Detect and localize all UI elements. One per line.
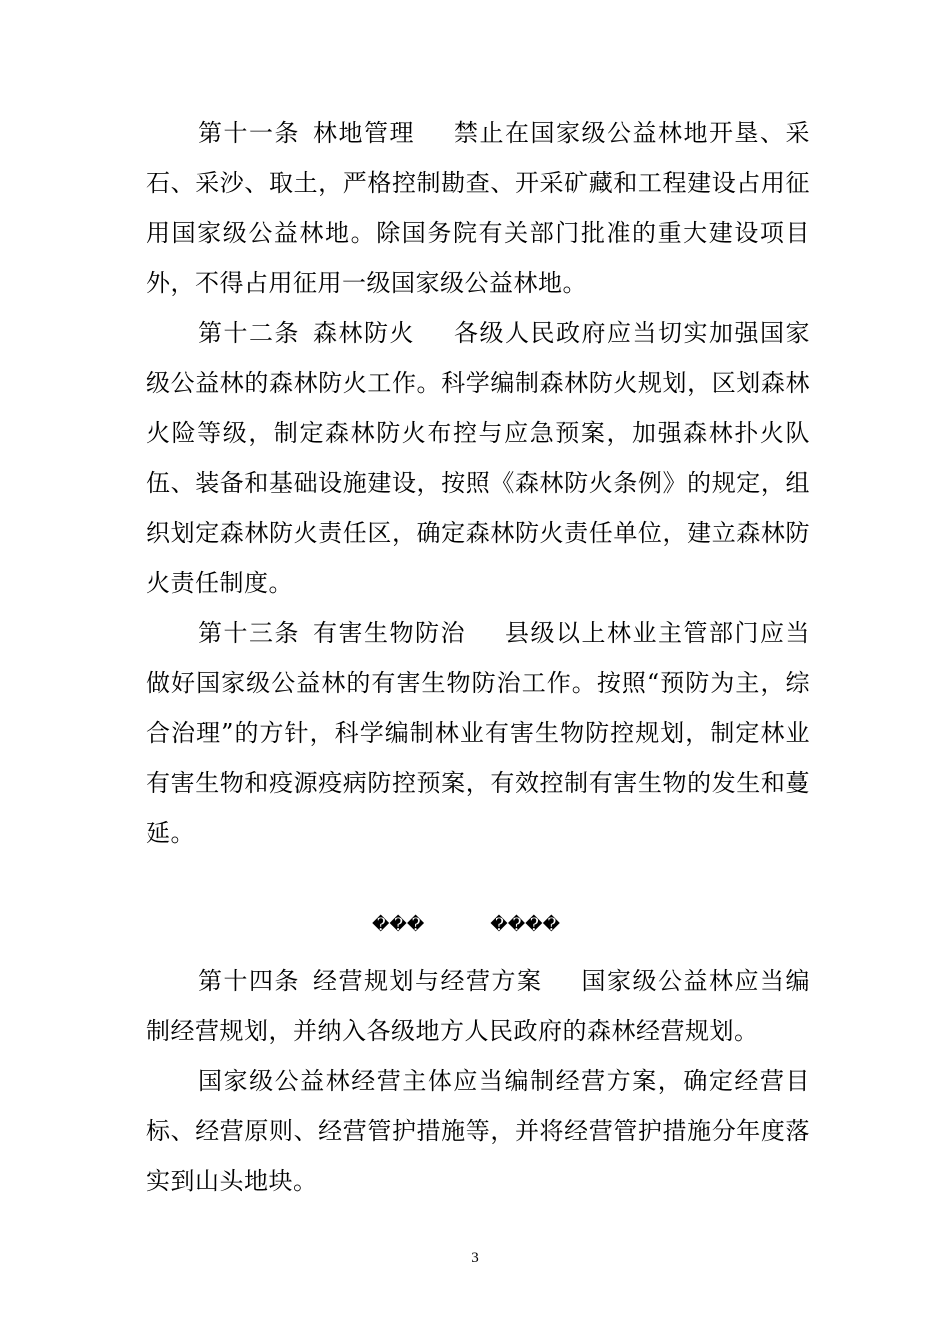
- article-13: [146, 608, 810, 858]
- article-number: 第十一条: [198, 119, 300, 147]
- article-12: [146, 308, 810, 608]
- article-11: [146, 108, 810, 308]
- article-title: 经营规划与经营方案: [312, 967, 543, 995]
- article-number: 第十三条: [198, 619, 300, 647]
- article-body: 县级以上林业主管部门应当做好国家级公益林的有害生物防治工作。按照“预防为主，综合治理”的方针，科学编制林业有害生物防控规划，制定林业有害生物和疫源疫病防控预案，有效控制有害生物的发生和蔓延。: [146, 619, 810, 847]
- page-number: 3: [471, 1250, 479, 1266]
- article-body: 各级人民政府应当切实加强国家级公益林的森林防火工作。科学编制森林防火规划，区划森林火险等级，制定森林防火布控与应急预案，加强森林扑火队伍、装备和基础设施建设，按照《森林防火条例》的规定，组织划定森林防火责任区，确定森林防火责任单位，建立森林防火责任制度。: [146, 319, 810, 597]
- article-body: 禁止在国家级公益林地开垦、采石、采沙、取土，严格控制勘查、开采矿藏和工程建设占用征用国家级公益林地。除国务院有关部门批准的重大建设项目外，不得占用征用一级国家级公益林地。: [146, 119, 810, 297]
- document-body: [146, 108, 810, 1206]
- article-title: 森林防火: [312, 319, 415, 347]
- article-14: [146, 956, 810, 1056]
- chapter-label: ���: [372, 915, 425, 935]
- section-label: ����: [490, 915, 561, 935]
- article-number: 第十四条: [198, 967, 300, 995]
- article-number: 第十二条: [198, 319, 300, 347]
- article-title: 有害生物防治: [312, 619, 466, 647]
- plain-paragraph: 国家级公益林经营主体应当编制经营方案，确定经营目标、经营原则、经营管护措施等，并将经营管护措施分年度落实到山头地块。: [146, 1067, 810, 1195]
- article-body: 国家级公益林应当编制经营规划，并纳入各级地方人民政府的森林经营规划。: [146, 967, 810, 1045]
- section-heading: [146, 858, 810, 956]
- article-title: 林地管理: [312, 119, 415, 147]
